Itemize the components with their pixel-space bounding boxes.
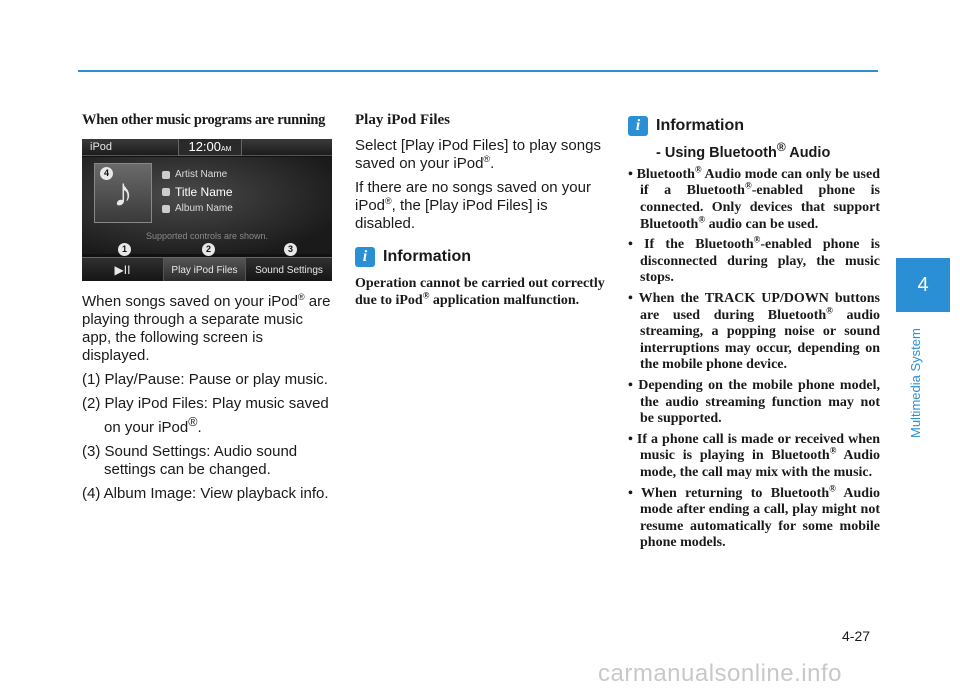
- badge-4: 4: [100, 167, 113, 180]
- info-heading: [355, 247, 607, 267]
- bullet-2: • If the Bluetooth®-enabled phone is disconnected during play, the music stops.: [628, 234, 881, 286]
- album-row: Album Name: [162, 203, 233, 214]
- list-item-4: (4) Album Image: View playback info.: [82, 485, 329, 502]
- list-item-3: (3) Sound Settings: Audio sound settings can be changed.: [82, 443, 298, 478]
- ipod-screen-image: [82, 139, 332, 281]
- list-item-2: (2) Play iPod Files: Play music saved on your iPod®.: [82, 395, 329, 436]
- info-title-bluetooth: Information: [656, 117, 744, 134]
- sound-settings-button[interactable]: Sound Settings: [255, 264, 323, 276]
- screen-ipod-label: iPod: [90, 141, 113, 153]
- chapter-label: Multimedia System: [908, 328, 923, 438]
- screen-button-bar: [82, 257, 332, 281]
- info-heading-bluetooth: [628, 116, 880, 136]
- list-item-1: (1) Play/Pause: Pause or play music.: [82, 371, 328, 388]
- watermark: carmanualsonline.info: [598, 660, 842, 687]
- bullet-4: • Depending on the mobile phone model, the audio streaming function may not be supported.: [628, 377, 880, 427]
- person-icon: [162, 171, 170, 179]
- title-row: Title Name: [162, 185, 233, 199]
- chapter-tab: 4: [896, 258, 950, 312]
- column-1: [82, 112, 334, 509]
- page-number: 4-27: [842, 628, 871, 644]
- info-icon: i: [628, 116, 648, 136]
- section-heading-play-ipod: Play iPod Files: [355, 112, 450, 128]
- info-text: Operation cannot be carried out correctly due to iPod® application malfunction.: [355, 276, 605, 308]
- info-icon: i: [355, 247, 375, 267]
- play-pause-button[interactable]: ▶II: [82, 258, 164, 281]
- bullet-3: • When the TRACK UP/DOWN buttons are used during Bluetooth® audio streaming, a popping noise or sound interruptions may occur, depending on the mobile phone device.: [628, 290, 880, 373]
- paragraph-no-songs: If there are no songs saved on your iPod®, the [Play iPod Files] is disabled.: [355, 179, 591, 232]
- bullet-6: • When returning to Bluetooth® Audio mode after ending a call, play might not resume automatically for some mobile phone models.: [628, 482, 880, 551]
- section-heading-other-music: When other music programs are running: [82, 112, 326, 128]
- screen-main-area: [82, 157, 332, 254]
- paragraph-select: Select [Play iPod Files] to play songs saved on your iPod®.: [355, 137, 601, 172]
- info-subtitle: - Using Bluetooth® Audio: [656, 140, 831, 161]
- play-ipod-files-button[interactable]: Play iPod Files: [164, 258, 246, 281]
- badge-1: 1: [118, 243, 131, 256]
- album-icon: [162, 205, 170, 213]
- disc-icon: [162, 188, 170, 196]
- paragraph-intro: When songs saved on your iPod® are playing through a separate music app, the following screen is displayed.: [82, 292, 331, 364]
- column-2: [355, 112, 607, 309]
- screen-status-bar: [82, 139, 332, 156]
- artist-row: Artist Name: [162, 169, 227, 180]
- bullet-5: • If a phone call is made or received when music is playing in Bluetooth® Audio mode, the call may mix with the music.: [628, 431, 880, 480]
- screen-clock: 12:00AM: [178, 139, 242, 156]
- badge-3: 3: [284, 243, 297, 256]
- column-3: [628, 112, 880, 556]
- supported-controls-text: Supported controls are shown.: [145, 231, 269, 241]
- info-title: Information: [383, 248, 471, 265]
- badge-2: 2: [202, 243, 215, 256]
- music-note-icon: ♪: [113, 171, 133, 215]
- bullet-1: • Bluetooth® Audio mode can only be used if a Bluetooth®-enabled phone is connected. Only devices that support Bluetooth® audio can be used.: [628, 164, 880, 232]
- top-rule: [78, 70, 878, 72]
